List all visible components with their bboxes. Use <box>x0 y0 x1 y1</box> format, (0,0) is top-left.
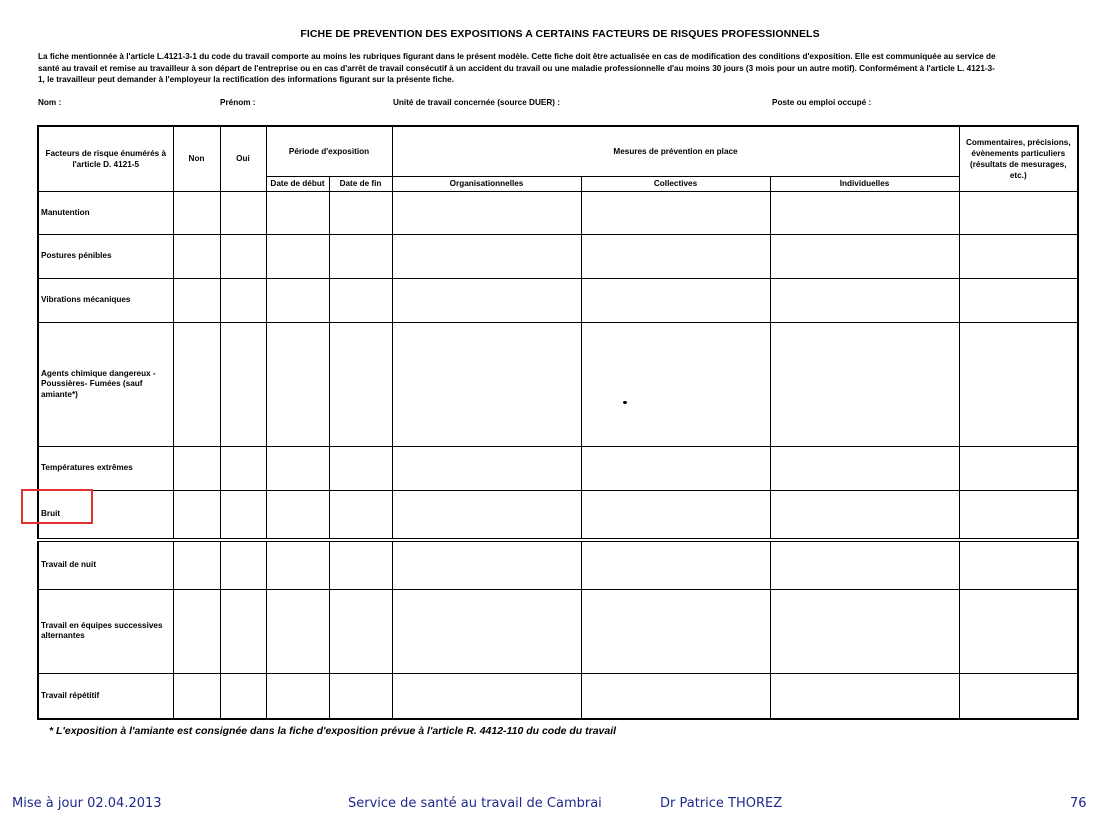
cell-organisationnelles[interactable] <box>392 446 581 490</box>
cell-date-fin[interactable] <box>329 279 392 323</box>
cell-commentaires[interactable] <box>959 191 1078 235</box>
intro-line: 1, le travailleur peut demander à l'employeur la rectification des informations figurant sur la présente fiche. <box>38 75 454 84</box>
cell-oui[interactable] <box>220 235 266 279</box>
cell-commentaires[interactable] <box>959 673 1078 719</box>
cell-collectives[interactable] <box>581 235 770 279</box>
table-row <box>38 235 1078 279</box>
cell-non[interactable] <box>173 673 220 719</box>
cell-commentaires[interactable] <box>959 490 1078 540</box>
cell-organisationnelles[interactable] <box>392 279 581 323</box>
cell-organisationnelles[interactable] <box>392 235 581 279</box>
bruit-highlight-box <box>21 489 93 524</box>
cell-oui[interactable] <box>220 490 266 540</box>
cell-individuelles[interactable] <box>770 673 959 719</box>
table-row <box>38 446 1078 490</box>
table-row <box>38 540 1078 590</box>
factor-travail-repetitif: Travail répétitif <box>38 673 173 719</box>
cell-individuelles[interactable] <box>770 235 959 279</box>
header-collectives: Collectives <box>581 176 770 191</box>
cell-commentaires[interactable] <box>959 322 1078 446</box>
field-unite-label: Unité de travail concernée (source DUER) : <box>393 98 560 107</box>
cell-individuelles[interactable] <box>770 279 959 323</box>
factor-temperatures: Températures extrêmes <box>38 446 173 490</box>
header-date-debut: Date de début <box>266 176 329 191</box>
cell-oui[interactable] <box>220 279 266 323</box>
cell-date-fin[interactable] <box>329 191 392 235</box>
cell-commentaires[interactable] <box>959 235 1078 279</box>
table-row <box>38 322 1078 446</box>
header-factors: Facteurs de risque énumérés à l'article D. 4121-5 <box>38 126 173 191</box>
cell-date-fin[interactable] <box>329 540 392 590</box>
cell-individuelles[interactable] <box>770 322 959 446</box>
cell-date-fin[interactable] <box>329 446 392 490</box>
cell-date-debut[interactable] <box>266 191 329 235</box>
cell-non[interactable] <box>173 235 220 279</box>
cell-organisationnelles[interactable] <box>392 191 581 235</box>
cell-non[interactable] <box>173 279 220 323</box>
cell-oui[interactable] <box>220 191 266 235</box>
header-periode: Période d'exposition <box>266 126 392 176</box>
cell-collectives[interactable] <box>581 322 770 446</box>
intro-paragraph <box>38 51 1078 86</box>
cell-non[interactable] <box>173 589 220 673</box>
field-poste-label: Poste ou emploi occupé : <box>772 98 872 107</box>
cell-date-debut[interactable] <box>266 279 329 323</box>
cell-date-fin[interactable] <box>329 235 392 279</box>
document-title: FICHE DE PREVENTION DES EXPOSITIONS A CERTAINS FACTEURS DE RISQUES PROFESSIONNELS <box>300 28 820 40</box>
cell-organisationnelles[interactable] <box>392 540 581 590</box>
cell-date-debut[interactable] <box>266 235 329 279</box>
cell-date-fin[interactable] <box>329 673 392 719</box>
cell-non[interactable] <box>173 191 220 235</box>
cell-organisationnelles[interactable] <box>392 322 581 446</box>
cell-date-debut[interactable] <box>266 490 329 540</box>
table-row <box>38 673 1078 719</box>
cell-individuelles[interactable] <box>770 191 959 235</box>
header-date-fin: Date de fin <box>329 176 392 191</box>
cell-date-debut[interactable] <box>266 673 329 719</box>
cell-collectives[interactable] <box>581 446 770 490</box>
cell-oui[interactable] <box>220 322 266 446</box>
cell-non[interactable] <box>173 322 220 446</box>
footer-service: Service de santé au travail de Cambrai <box>348 796 602 811</box>
cell-date-debut[interactable] <box>266 589 329 673</box>
table-row <box>38 279 1078 323</box>
cell-individuelles[interactable] <box>770 540 959 590</box>
scan-speck <box>623 401 627 404</box>
cell-date-debut[interactable] <box>266 446 329 490</box>
factor-manutention: Manutention <box>38 191 173 235</box>
header-non: Non <box>173 126 220 191</box>
footer-date: Mise à jour 02.04.2013 <box>12 796 162 811</box>
factor-vibrations: Vibrations mécaniques <box>38 279 173 323</box>
cell-commentaires[interactable] <box>959 446 1078 490</box>
field-nom-label: Nom : <box>38 98 62 107</box>
cell-collectives[interactable] <box>581 540 770 590</box>
cell-organisationnelles[interactable] <box>392 589 581 673</box>
factor-travail-nuit: Travail de nuit <box>38 540 173 590</box>
cell-oui[interactable] <box>220 673 266 719</box>
cell-individuelles[interactable] <box>770 446 959 490</box>
cell-commentaires[interactable] <box>959 589 1078 673</box>
cell-date-fin[interactable] <box>329 490 392 540</box>
cell-non[interactable] <box>173 540 220 590</box>
footer-page-number: 76 <box>1070 796 1087 811</box>
cell-non[interactable] <box>173 446 220 490</box>
factor-bruit: Bruit <box>38 490 173 540</box>
header-individuelles: Individuelles <box>770 176 959 191</box>
cell-commentaires[interactable] <box>959 540 1078 590</box>
header-commentaires: Commentaires, précisions, évènements particuliers (résultats de mesurages, etc.) <box>959 126 1078 191</box>
footnote: * L'exposition à l'amiante est consignée dans la fiche d'exposition prévue à l'article R. 4412-110 du code du travail <box>49 725 617 737</box>
cell-collectives[interactable] <box>581 673 770 719</box>
header-oui: Oui <box>220 126 266 191</box>
cell-non[interactable] <box>173 490 220 540</box>
cell-organisationnelles[interactable] <box>392 673 581 719</box>
table-row <box>38 490 1078 540</box>
table-row <box>38 191 1078 235</box>
cell-collectives[interactable] <box>581 191 770 235</box>
cell-organisationnelles[interactable] <box>392 490 581 540</box>
cell-date-debut[interactable] <box>266 322 329 446</box>
header-mesures: Mesures de prévention en place <box>392 126 959 176</box>
cell-oui[interactable] <box>220 540 266 590</box>
risk-factors-table <box>37 125 1079 720</box>
factor-agents-chimiques: Agents chimique dangereux - Poussières- Fumées (sauf amiante*) <box>38 322 173 446</box>
table-row <box>38 589 1078 673</box>
cell-collectives[interactable] <box>581 490 770 540</box>
footer-author: Dr Patrice THOREZ <box>660 796 783 811</box>
factor-equipes-alternantes: Travail en équipes successives alternantes <box>38 589 173 673</box>
cell-oui[interactable] <box>220 589 266 673</box>
cell-date-fin[interactable] <box>329 589 392 673</box>
cell-collectives[interactable] <box>581 589 770 673</box>
cell-date-fin[interactable] <box>329 322 392 446</box>
cell-oui[interactable] <box>220 446 266 490</box>
intro-line: santé au travail et remise au travailleur à son départ de l'entreprise ou en cas d'arrêt de travail consécutif à un accident du travail ou une maladie professionnelle d'au moins 30 jours (3 mois pour un autre motif). Conformément à l'article L. 4121-3- <box>38 63 995 73</box>
cell-date-debut[interactable] <box>266 540 329 590</box>
intro-line: La fiche mentionnée à l'article L.4121-3-1 du code du travail comporte au moins les rubriques figurant dans le présent modèle. Cette fiche doit être actualisée en cas de modification des conditions d'exposition. Elle est communiquée au service de <box>38 52 996 61</box>
cell-collectives[interactable] <box>581 279 770 323</box>
cell-individuelles[interactable] <box>770 589 959 673</box>
cell-commentaires[interactable] <box>959 279 1078 323</box>
field-prenom-label: Prénom : <box>220 98 256 107</box>
factor-postures: Postures pénibles <box>38 235 173 279</box>
header-organisationnelles: Organisationnelles <box>392 176 581 191</box>
cell-individuelles[interactable] <box>770 490 959 540</box>
